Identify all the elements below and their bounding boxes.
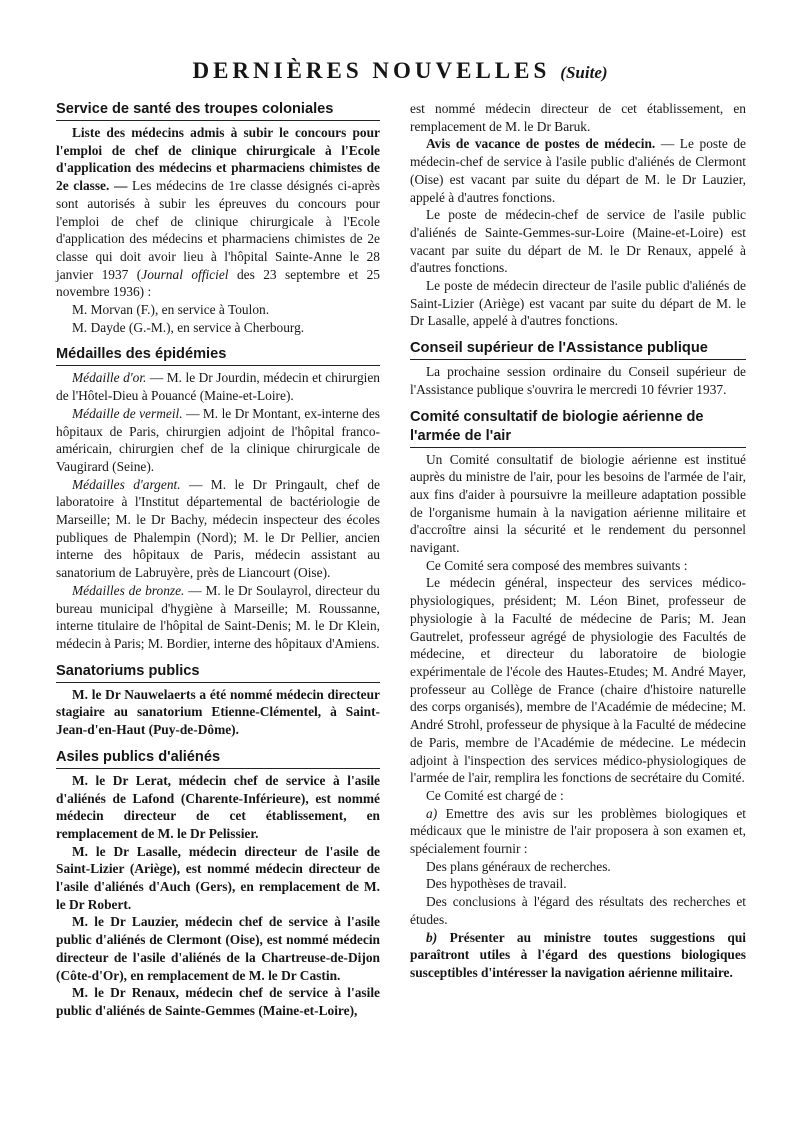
medaille-vermeil-text: — M. le Dr Montant, ex-interne des hôpitaux de Paris, chirurgien adjoint de l'hôpital franco-américain, chirurgien chef de la clinique chirurgicale de Vaugirard (Seine). [56, 405, 380, 474]
section-title-medailles: Médailles des épidémies [56, 345, 380, 366]
left-column [56, 100, 380, 1020]
asile-paragraph: M. le Dr Lasalle, médecin directeur de l'asile de Saint-Lizier (Ariège), est nommé médecin directeur de l'asile d'aliénés d'Auch (Gers), en remplacement de M. le Dr Robert. [56, 843, 380, 912]
comite-paragraph: Des hypothèses de travail. [426, 876, 567, 892]
section-title-sanatoriums: Sanatoriums publics [56, 662, 380, 683]
vacance-text: — Le poste de médecin-chef de service à l'asile public d'aliénés de Clermont (Oise) est vacant par suite du départ de M. le Dr Lauzier, appelé à d'autres fonctions. [410, 136, 746, 205]
section-title-conseil: Conseil supérieur de l'Assistance publique [410, 339, 746, 360]
medaille-bronze [56, 582, 380, 653]
asile-paragraph: M. le Dr Lerat, médecin chef de service à l'asile d'aliénés de Lafond (Charente-Inférieure), est nommé médecin directeur de cet établissement, en remplacement de M. le Dr Pelissier. [56, 772, 380, 841]
concours-body: Les médecins de 1re classe désignés ci-après sont autorisés à subir les épreuves du concours pour l'emploi de chef de clinique chirurgicale à l'Ecole d'application des médecins et pharmaciens chimistes de 2e classe qui doit avoir lieu à l'hôpital Sainte-Anne le 28 janvier 1937 ( [56, 178, 380, 282]
concours-body-end: des 23 septembre et 25 novembre 1936) : [56, 266, 380, 300]
concours-intro: Liste des médecins admis à subir le concours pour l'emploi de chef de clinique chirurgicale à l'Ecole d'application des médecins et pharmaciens chimistes de 2e classe. — [56, 125, 380, 194]
list-item: M. Dayde (G.-M.), en service à Cherbourg. [72, 319, 305, 335]
page-title-suite: (Suite) [560, 63, 608, 82]
vacance-paragraph: Le poste de médecin-chef de service de l'asile public d'aliénés de Sainte-Gemmes-sur-Loire (Maine-et-Loire) est vacant par suite du départ de M. le Dr Renaux, appelé à d'autres fonctions. [410, 207, 746, 276]
continuation-paragraph: est nommé médecin directeur de cet établissement, en remplacement de M. le Dr Baruk. [410, 101, 746, 134]
right-column [410, 100, 746, 982]
medaille-or-text: — M. le Dr Jourdin, médecin et chirurgien de l'Hôtel-Dieu à Pouancé (Maine-et-Loire). [56, 370, 380, 404]
comite-paragraph: Des plans généraux de recherches. [426, 858, 611, 874]
medaille-argent-label: Médailles d'argent. [72, 476, 181, 492]
comite-paragraph: Des conclusions à l'égard des résultats des recherches et études. [410, 894, 746, 927]
item-text-a: Emettre des avis sur les problèmes biologiques et médicaux que le ministre de l'air proposera à son examen et, spécialement fournir : [410, 805, 746, 857]
list-item: M. Morvan (F.), en service à Toulon. [72, 302, 270, 318]
conseil-paragraph: La prochaine session ordinaire du Conseil supérieur de l'Assistance publique s'ouvrira le mercredi 10 février 1937. [410, 364, 746, 397]
vacance-paragraph: Le poste de médecin directeur de l'asile public d'aliénés de Saint-Lizier (Ariège) est vacant par suite du départ de M. le Dr Lasalle, appelé à d'autres fonctions. [410, 278, 746, 329]
medaille-vermeil-label: Médaille de vermeil. [72, 405, 183, 421]
asile-paragraph: M. le Dr Lauzier, médecin chef de service à l'asile public d'aliénés de Clermont (Oise), est nommé médecin directeur de l'asile d'aliénés de la Chartreuse-de-Dijon (Côte-d'Or), en remplacement de M. le Dr Castin. [56, 914, 380, 983]
item-text-b: Présenter au ministre toutes suggestions qui paraîtront utiles à l'égard des questions biologiques susceptibles d'intéresser la navigation aérienne militaire. [410, 929, 746, 980]
section-title-asiles: Asiles publics d'aliénés [56, 748, 380, 769]
comite-paragraph: Ce Comité est chargé de : [426, 787, 564, 803]
medaille-argent-text: — M. le Dr Pringault, chef de laboratoire à l'Institut départemental de bactériologie de Marseille; M. le Dr Bachy, médecin inspecteur des écoles publiques de Phalempin (Nord); M. le Dr Pellier, ancien interne des hôpitaux de Paris, médecin assistant au sanatorium de Labruyère, près de Liancourt (Oise). [56, 476, 380, 581]
comite-paragraph: Ce Comité sera composé des membres suivants : [426, 557, 688, 573]
medaille-or [56, 369, 380, 404]
medaille-argent [56, 476, 380, 582]
vacance-label: Avis de vacance de postes de médecin. [426, 136, 656, 152]
item-label-a: a) [426, 805, 438, 821]
comite-paragraph: Le médecin général, inspecteur des services médico-physiologiques, président; M. Léon Binet, professeur de physiologie à la Faculté de médecine de Paris; M. Jean Gautrelet, professeur agrégé de physiologie des Facultés de médecine, et directeur du laboratoire de biologie expérimentale de l'école des Hautes-Etudes; M. André Mayer, professeur au Collège de France (chaire d'histoire naturelle des corps organisés), membre de l'Académie de médecine; M. André Strohl, professeur de physique à la Faculté de médecine de Paris, membre de l'Académie de médecine. Le médecin adjoint à l'inspection des services médico-physiologiques de l'armée de l'air, remplira les fonctions de secrétaire du Comité. [410, 575, 746, 786]
page-title: DERNIÈRES NOUVELLES [192, 58, 551, 83]
comite-paragraph [410, 805, 746, 858]
comite-paragraph [410, 929, 746, 982]
concours-paragraph [56, 124, 380, 301]
section-title-troupes-coloniales: Service de santé des troupes coloniales [56, 100, 380, 121]
page-header [0, 58, 800, 84]
section-title-comite: Comité consultatif de biologie aérienne de l'armée de l'air [410, 408, 746, 448]
medaille-vermeil [56, 405, 380, 476]
sanatorium-paragraph: M. le Dr Nauwelaerts a été nommé médecin directeur stagiaire au sanatorium Etienne-Clémentel, à Saint-Jean-d'en-Haut (Puy-de-Dôme). [56, 686, 380, 738]
medaille-bronze-text: — M. le Dr Soulayrol, directeur du bureau municipal d'hygiène à Marseille; M. Roussanne, interne titulaire de l'hôpital de Saint-Denis; M. le Dr Klein, médecin à Paris; M. Bordier, interne des hôpitaux d'Amiens. [56, 582, 380, 651]
journal-officiel: Journal officiel [141, 266, 229, 282]
medaille-or-label: Médaille d'or. [72, 370, 147, 386]
comite-paragraph: Un Comité consultatif de biologie aérienne est institué auprès du ministre de l'air, pour les besoins de l'armée de l'air, aux fins d'aider à poursuivre la meilleure adaptation possible de l'organisme humain à la navigation aérienne militaire et d'accroître ainsi la sécurité et le rendement du personnel navigant. [410, 451, 746, 556]
item-label-b: b) [426, 929, 438, 945]
medaille-bronze-label: Médailles de bronze. [72, 582, 185, 598]
vacance-paragraph [410, 135, 746, 206]
asile-paragraph: M. le Dr Renaux, médecin chef de service à l'asile public d'aliénés de Sainte-Gemmes (Maine-et-Loire), [56, 985, 380, 1018]
